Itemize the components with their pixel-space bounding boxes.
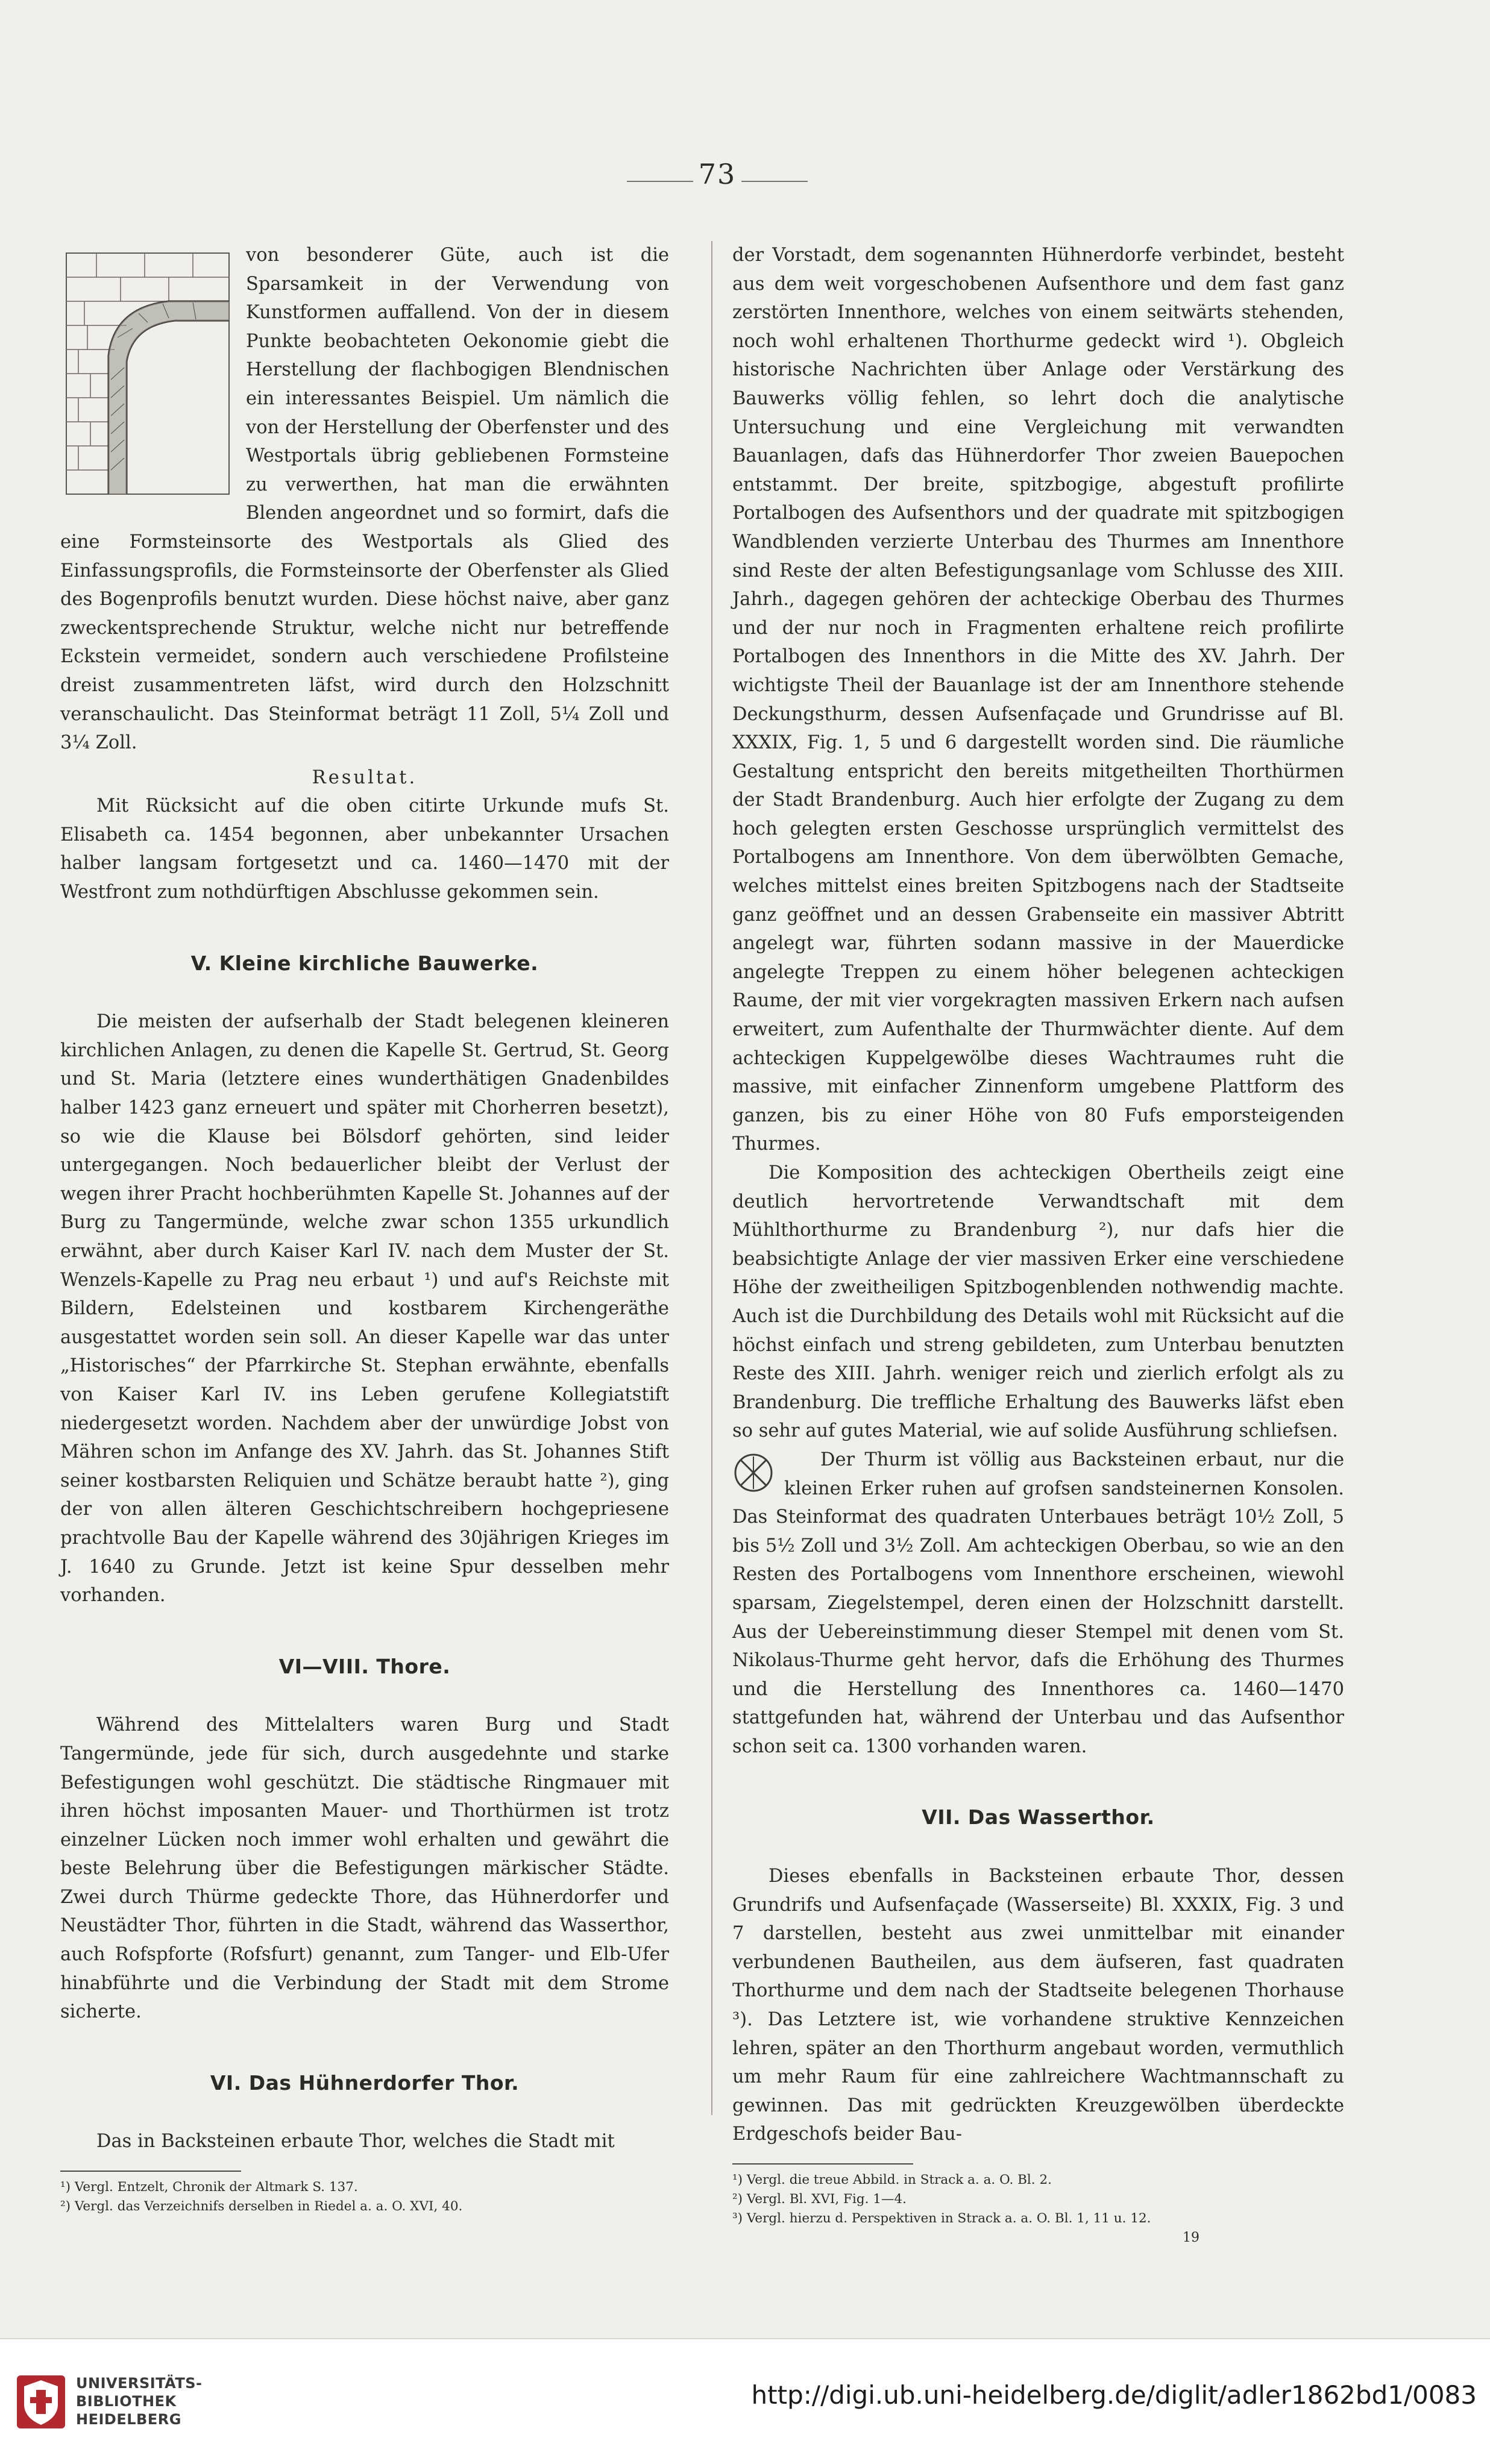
- paragraph: [732, 1446, 1344, 1761]
- university-seal-icon[interactable]: [16, 2374, 66, 2430]
- viewer-footer: [0, 2338, 1490, 2464]
- signature-mark: 19: [1183, 2230, 1199, 2245]
- logo-line: UNIVERSITÄTS-: [76, 2375, 203, 2392]
- paragraph: Die Komposition des achteckigen Obertheils zeigt eine deutlich hervortretende Verwandtschaft mit dem Mühlthorthurme zu Brandenburg ²), nur dafs hier die beabsichtigte Anlage der vier massiven Erker eine verschiedene Höhe der zweitheiligen Spitzbogenblenden nothwendig machte. Auch ist die Durchbildung des Details wohl mit Rücksicht auf die höchst einfach und streng gebildeten, zum Unterbau benutzten Reste des XIII. Jahrh. weniger reich und zierlich erfolgt als zu Brandenburg. Die treffliche Erhaltung des Bauwerks läfst eben so sehr auf gutes Material, wie auf solide Ausführung schliefsen.: [732, 1162, 1344, 1442]
- footnote-rule: [60, 2171, 241, 2172]
- library-logo-text[interactable]: [76, 2374, 203, 2428]
- logo-line: HEIDELBERG: [76, 2411, 181, 2428]
- paragraph-text: Der Thurm ist völlig aus Backsteinen erbaut, nur die kleinen Erker ruhen auf grofsen sandsteinernen Konsolen. Das Steinformat des quadraten Unterbaues beträgt 10½ Zoll, 5 bis 5½ Zoll und 3½ Zoll. Am achteckigen Oberbau, so wie an den Resten des Portalbogens vom Innenthore erscheinen, wiewohl sparsam, Ziegelstempel, deren einen der Holzschnitt darstellt. Aus der Uebereinstimmung dieser Stempel mit denen vom St. Nikolaus-Thurme geht hervor, dafs die Erhöhung des Thurmes und die Herstellung des Innenthores ca. 1460—1470 stattgefunden hat, während der Unterbau und das Aufsenthor schon seit ca. 1300 vorhanden waren.: [732, 1449, 1344, 1757]
- left-footnotes: [60, 2171, 669, 2216]
- column-divider: [711, 241, 712, 2115]
- logo-line: BIBLIOTHEK: [76, 2393, 177, 2410]
- footnote: ²) Vergl. das Verzeichnifs derselben in Riedel a. a. O. XVI, 40.: [60, 2199, 463, 2215]
- paragraph: der Vorstadt, dem sogenannten Hühnerdorfe verbindet, besteht aus dem weit vorgeschobenen Aufsenthore und dem fast ganz zerstörten Innenthore, welches von einem seitwärts stehenden, noch wohl erhaltenen Thorthurme gedeckt wird ¹). Obgleich historische Nachrichten über Anlage oder Verstärkung des Bauwerks völlig fehlen, so lehrt doch die analytische Untersuchung und eine Vergleichung mit verwandten Bauanlagen, dafs das Hühnerdorfer Thor zweien Bauepochen entstammt. Der breite, spitzbogige, abgestuft profilirte Portalbogen des Aufsenthors und der quadrate mit spitzbogigen Wandblenden verzierte Unterbau des Thurmes am Innenthore sind Reste der alten Befestigungsanlage vom Schlusse des XIII. Jahrh., dagegen gehören der achteckige Oberbau des Thurmes und der nur noch in Fragmenten erhaltene reich profilirte Portalbogen des Innenthors in die Mitte des XV. Jahrh. Der wichtigste Theil der Bauanlage ist der am Innenthore stehende Deckungsthurm, dessen Aufsenfaçade und Grundrisse auf Bl. XXXIX, Fig. 1, 5 und 6 dargestellt worden sind. Die räumliche Gestaltung entspricht den bereits mitgetheilten Thorthürmen der Stadt Brandenburg. Auch hier erfolgte der Zugang zu dem hoch gelegten ersten Geschosse ursprünglich vermittelst des Portalbogens am Innenthore. Von dem überwölbten Gemache, welches mittelst eines breiten Spitzbogens nach der Stadtseite ganz geöffnet und an dessen Grabenseite ein massiver Abtritt angelegt war, führten sodann massive in der Mauerdicke angelegte Treppen zu einem höher belegenen achteckigen Raume, der mit vier vorgekragten massiven Erkern nach aufsen erweitert, zum Aufenthalte der Thurmwächter diente. Auf dem achteckigen Kuppelgewölbe dieses Wachtraumes ruht die massive, mit einfacher Zinnenform umgebene Plattform des ganzen, bis zu einer Höhe von 80 Fufs emporsteigenden Thurmes.: [732, 245, 1344, 1155]
- intro-text: von besonderer Güte, auch ist die Sparsamkeit in der Verwendung von Kunstformen auffallend. Von der in diesem Punkte beobachteten Oekonomie giebt die Herstellung der flachbogigen Blendnischen ein interessantes Beispiel. Um nämlich die von der Herstellung der Oberfenster und des Westportals übrig gebliebenen Formsteine zu verwerthen, hat man die erwähnten Blenden angeordnet und so formirt, dafs die eine Formsteinsorte des Westportals als Glied des Einfassungsprofils, die Formsteinsorte der Oberfenster als Glied des Bogenprofils benutzt wurden. Diese höchst naive, aber ganz zweckentsprechende Struktur, welche nicht nur betreffende Eckstein vermeidet, sondern auch verschiedene Profilsteine dreist zusammentreten läfst, wird durch den Holzschnitt veranschaulicht. Das Steinformat beträgt 11 Zoll, 5¼ Zoll und 3¼ Zoll.: [60, 245, 669, 754]
- paragraph: [60, 241, 669, 757]
- section-vii-heading: VII. Das Wasserthor.: [922, 1805, 1155, 1829]
- result-heading: Resultat.: [312, 766, 418, 788]
- right-footnotes: [732, 2163, 1344, 2248]
- page-number: 73: [639, 158, 796, 190]
- section-vi-viii-paragraph: Während des Mittelalters waren Burg und Stadt Tangermünde, jede für sich, durch ausgedehnte und starke Befestigungen wohl geschützt. Die städtische Ringmauer mit ihren höchst imposanten Mauer- und Thorthürmen ist trotz einzelner Lücken noch immer wohl erhalten und gewährt die beste Belehrung über die Befestigungen märkischer Städte. Zwei durch Thürme gedeckte Thore, das Hühnerdorfer und Neustädter Thor, führten in die Stadt, während das Wasserthor, auch Rofspforte (Rofsfurt) genannt, zum Tanger- und Elb-Ufer hinabführte und die Verbindung der Stadt mit dem Strome sicherte.: [60, 1714, 669, 2023]
- section-vi-paragraph: Das in Backsteinen erbaute Thor, welches die Stadt mit: [96, 2131, 615, 2152]
- permalink-url[interactable]: http://digi.ub.uni-heidelberg.de/diglit/adler1862bd1/0083: [751, 2380, 1477, 2410]
- footnote: ¹) Vergl. Entzelt, Chronik der Altmark S. 137.: [60, 2180, 358, 2195]
- section-v-heading: V. Kleine kirchliche Bauwerke.: [190, 951, 539, 975]
- section-vi-viii-heading: VI—VIII. Thore.: [278, 1654, 451, 1678]
- section-vi-heading: VI. Das Hühnerdorfer Thor.: [210, 2071, 520, 2095]
- brickwork-woodcut-icon: [60, 241, 235, 500]
- left-column: [60, 241, 669, 2216]
- section-v-paragraph: Die meisten der aufserhalb der Stadt belegenen kleineren kirchlichen Anlagen, zu denen die Kapelle St. Gertrud, St. Georg und St. Maria (letztere eines wunderthätigen Gnadenbildes halber 1423 ganz erneuert und später mit Chorherren besetzt), so wie die Klause bei Bölsdorf gehörten, sind leider untergegangen. Noch bedauerlicher bleibt der Verlust der wegen ihrer Pracht hochberühmten Kapelle St. Johannes auf der Burg zu Tangermünde, welche zwar schon 1355 urkundlich erwähnt, aber durch Kaiser Karl IV. nach dem Muster der St. Wenzels-Kapelle zu Prag neu erbaut ¹) und auf's Reichste mit Bildern, Edelsteinen und kostbarem Kirchengeräthe ausgestattet worden sein soll. An dieser Kapelle war das unter „Historisches“ der Pfarrkirche St. Stephan erwähnte, ebenfalls von Kaiser Karl IV. ins Leben gerufene Kollegiatstift niedergesetzt worden. Nachdem aber der unwürdige Jobst von Mähren schon im Anfange des XV. Jahrh. das St. Johannes Stift seiner kostbarsten Reliquien und Schätze beraubt hatte ²), ging der von allen älteren Geschichtschreibern hochgepriesene prachtvolle Bau der Kapelle während des 30jährigen Krieges im J. 1640 zu Grunde. Jetzt ist keine Spur desselben mehr vorhanden.: [60, 1011, 669, 1607]
- footnote: ¹) Vergl. die treue Abbild. in Strack a. a. O. Bl. 2.: [732, 2172, 1052, 2187]
- footnote: ²) Vergl. Bl. XVI, Fig. 1—4.: [732, 2192, 907, 2207]
- footnote: ³) Vergl. hierzu d. Perspektiven in Strack a. a. O. Bl. 1, 11 u. 12.: [732, 2211, 1151, 2226]
- right-column: [732, 241, 1344, 2248]
- result-paragraph: Mit Rücksicht auf die oben citirte Urkunde mufs St. Elisabeth ca. 1454 begonnen, aber unbekannter Ursachen halber langsam fortgesetzt und ca. 1460—1470 mit der Westfront zum nothdürftigen Abschlusse gekommen sein.: [60, 795, 669, 903]
- footnote-rule: [732, 2163, 913, 2165]
- brick-stamp-icon: [732, 1452, 775, 1494]
- section-vii-paragraph: Dieses ebenfalls in Backsteinen erbaute Thor, dessen Grundrifs und Aufsenfaçade (Wasserseite) Bl. XXXIX, Fig. 3 und 7 darstellen, besteht aus zwei unmittelbar mit einander verbundenen Bautheilen, aus dem äufseren, fast quadraten Thorthurme und dem nach der Stadtseite belegenen Thorhause ³). Das Letztere ist, wie vorhandene struktive Kennzeichen lehren, später an den Thorthurm angebaut worden, vermuthlich um mehr Raum für eine zahlreichere Wachtmannschaft zu gewinnen. Das mit gedrückten Kreuzgewölben überdeckte Erdgeschofs beider Bau-: [732, 1866, 1344, 2145]
